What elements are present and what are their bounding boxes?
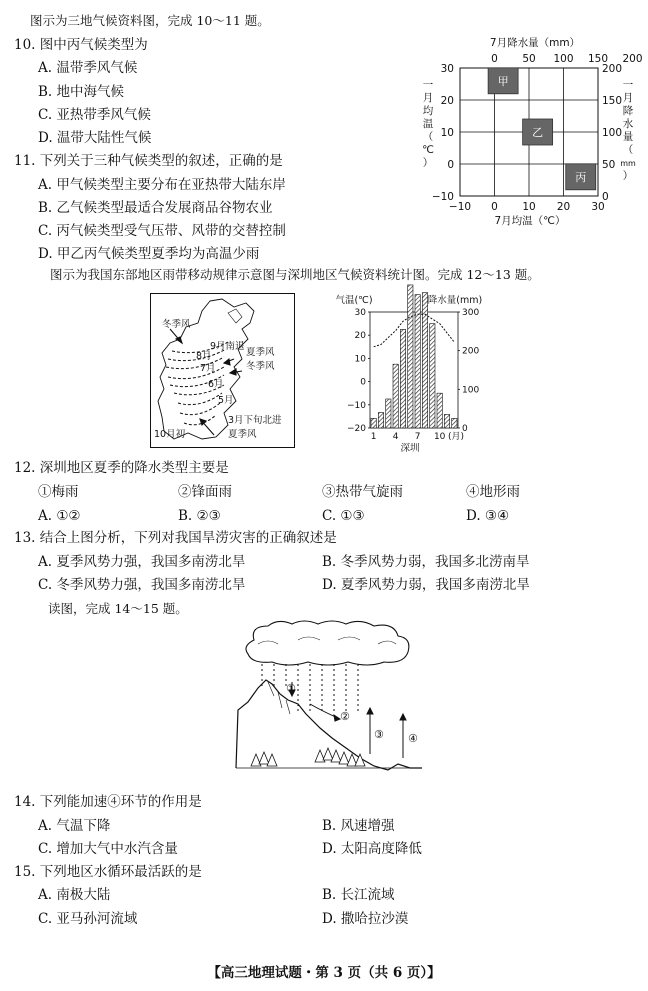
precip-tick-label: 200 <box>462 346 480 357</box>
precip-tick-label: 100 <box>462 385 480 396</box>
precip-bar <box>452 418 457 428</box>
month-tick-label: 10 <box>433 432 446 442</box>
right-axis-char: （ <box>622 144 634 156</box>
right-axis-char: 月 <box>622 92 634 104</box>
right-tick-label: 100 <box>602 127 623 139</box>
left-axis-char: ℃ <box>422 144 434 156</box>
q15-stem: 15. 下列地区水循环最活跃的是 <box>14 864 202 880</box>
tree-icon <box>267 754 277 766</box>
left-axis-char: 温 <box>422 118 434 130</box>
q13-option-a[interactable]: A. 夏季风势力强，我国多南涝北旱 <box>38 554 246 570</box>
temp-tick-label: 0 <box>360 377 366 388</box>
right-tick-label: 0 <box>602 191 609 203</box>
precip-bar <box>400 329 405 428</box>
rainbelt-label: 10月初 <box>154 429 186 440</box>
q10-option-b[interactable]: B. 地中海气候 <box>38 84 125 100</box>
q15-option-a[interactable]: A. 南极大陆 <box>38 887 111 903</box>
bottom-axis-title: 7月均温（℃） <box>494 215 566 227</box>
q13-stem: 13. 结合上图分析，下列对我国旱涝灾害的正确叙述是 <box>14 530 337 546</box>
left-tick-label: 20 <box>440 95 454 107</box>
intro-10-11: 图示为三地气候资料图，完成 10～11 题。 <box>30 13 270 28</box>
precip-tick-label: 300 <box>462 308 480 318</box>
left-axis-char: 月 <box>422 92 434 104</box>
precip-bar <box>393 364 398 428</box>
q12-item-1: ①梅雨 <box>38 484 79 500</box>
intro-14-15: 读图，完成 14～15 题。 <box>48 601 188 616</box>
q10-option-a[interactable]: A. 温带季风气候 <box>38 60 138 76</box>
right-tick-label: 200 <box>602 63 623 75</box>
intro-12-13: 图示为我国东部地区雨带移动规律示意图与深圳地区气候资料统计图。完成 12～13 题。 <box>50 267 540 282</box>
temp-tick-label: 20 <box>354 331 366 342</box>
right-axis-char: ） <box>622 170 634 182</box>
rainbelt-map <box>150 293 295 448</box>
precip-bar <box>371 418 376 428</box>
cloud <box>246 621 409 665</box>
right-tick-label: 150 <box>602 95 623 107</box>
top-tick-label: 150 <box>587 53 609 65</box>
bottom-tick-label: 30 <box>591 201 605 213</box>
cycle-stage-label: ② <box>340 710 350 723</box>
cycle-stage-label: ③ <box>374 728 384 741</box>
q13-option-d[interactable]: D. 夏季风势力弱，我国多南涝北旱 <box>322 577 530 593</box>
water-cycle-diagram <box>228 618 428 790</box>
temp-tick-label: 10 <box>354 354 366 365</box>
rainbelt-label: 冬季风 <box>246 361 275 372</box>
right-axis-char: mm <box>620 159 636 168</box>
temp-tick-label: −10 <box>347 400 366 411</box>
tree-icon <box>339 752 349 764</box>
climate-data-chart <box>0 0 648 270</box>
temp-tick-label: −20 <box>347 424 366 434</box>
left-axis-char: （ <box>422 131 434 143</box>
q11-option-b[interactable]: B. 乙气候类型最适合发展商品谷物农业 <box>38 200 273 216</box>
rainbelt-label: 5月 <box>218 395 234 406</box>
q10-stem: 10. 图中丙气候类型为 <box>14 37 148 53</box>
top-tick-label: 100 <box>553 53 574 65</box>
right-axis-char: 量 <box>622 131 634 143</box>
cycle-stage-label: ④ <box>408 732 418 745</box>
left-tick-label: 0 <box>447 159 454 171</box>
month-tick-label: (月) <box>447 432 465 442</box>
tree-icon <box>259 752 269 764</box>
q11-option-d[interactable]: D. 甲乙丙气候类型夏季均为高温少雨 <box>38 246 260 262</box>
precip-bar <box>437 393 442 428</box>
rainbelt-label: 夏季风 <box>228 429 257 440</box>
left-tick-label: 10 <box>440 127 454 139</box>
left-axis-char: 均 <box>422 105 434 117</box>
rainbelt-label: 7月 <box>200 363 216 374</box>
climate-box-label: 丙 <box>575 170 587 184</box>
left-axis-char: 一 <box>422 79 434 91</box>
climate-box-label: 乙 <box>532 126 544 139</box>
q12-item-3: ③热带气旋雨 <box>322 484 403 500</box>
q12-item-2: ②锋面雨 <box>178 484 232 500</box>
rainbelt-label: 6月 <box>208 379 224 390</box>
right-axis-char: 一 <box>622 79 634 91</box>
q12-item-4: ④地形雨 <box>466 484 520 500</box>
q14-option-b[interactable]: B. 风速增强 <box>322 818 395 834</box>
bottom-tick-label: −10 <box>448 201 472 213</box>
q13-option-b[interactable]: B. 冬季风势力弱，我国多北涝南旱 <box>322 554 530 570</box>
q14-stem: 14. 下列能加速④环节的作用是 <box>14 794 202 810</box>
climate-boxes <box>488 68 596 190</box>
precip-bar <box>430 324 435 428</box>
q12-option-a[interactable]: A. ①② <box>38 508 81 524</box>
q11-stem: 11. 下列关于三种气候类型的叙述，正确的是 <box>14 153 283 169</box>
q14-option-a[interactable]: A. 气温下降 <box>38 818 111 834</box>
tree-icon <box>323 748 333 760</box>
top-tick-label: 200 <box>622 53 643 65</box>
left-tick-label: −10 <box>431 191 454 203</box>
shenzhen-climate-chart <box>330 292 500 454</box>
q11-option-c[interactable]: C. 丙气候类型受气压带、风带的交替控制 <box>38 223 286 239</box>
q14-option-c[interactable]: C. 增加大气中水汽含量 <box>38 841 178 857</box>
chart-title-shenzhen: 深圳 <box>400 443 420 454</box>
precip-bar <box>386 399 391 428</box>
left-axis-char: ） <box>422 157 434 169</box>
q15-option-c[interactable]: C. 亚马孙河流域 <box>38 911 138 927</box>
right-axis-label <box>620 79 636 182</box>
left-axis-label <box>422 79 434 169</box>
cycle-stage-label: ① <box>286 682 296 695</box>
top-tick-label: 0 <box>491 53 498 65</box>
q12-option-c[interactable]: C. ①③ <box>322 508 365 524</box>
q12-option-b[interactable]: B. ②③ <box>178 508 221 524</box>
precip-bar <box>422 293 427 428</box>
temp-tick-label: 30 <box>354 308 366 318</box>
right-axis-char: 降 <box>622 105 634 117</box>
rainbelt-label: 8月 <box>196 351 212 362</box>
q13-option-c[interactable]: C. 冬季风势力强，我国多南涝北旱 <box>38 577 246 593</box>
temp-axis-label: 气温(℃) <box>335 295 373 306</box>
tree-icon <box>331 750 341 762</box>
precip-tick-label: 0 <box>462 424 468 434</box>
month-tick-label: 1 <box>370 432 377 442</box>
left-tick-label: 30 <box>440 63 454 75</box>
precip-bar <box>378 413 383 428</box>
q10-option-d[interactable]: D. 温带大陆性气候 <box>38 130 152 146</box>
precip-axis-label: 降水量(mm) <box>427 295 483 306</box>
q12-stem: 12. 深圳地区夏季的降水类型主要是 <box>14 460 229 476</box>
q12-option-d[interactable]: D. ③④ <box>466 508 510 524</box>
rainbelt-label: 夏季风 <box>246 347 275 358</box>
rainbelt-label: 3月下旬北进 <box>228 415 282 426</box>
month-tick-label: 7 <box>414 432 421 442</box>
top-axis-title: 7月降水量（mm） <box>489 37 581 49</box>
bottom-tick-label: 10 <box>522 201 536 213</box>
q15-option-d[interactable]: D. 撒哈拉沙漠 <box>322 911 409 927</box>
bottom-tick-label: 20 <box>556 201 571 213</box>
page-footer: 【高三地理试题・第 3 页（共 6 页）】 <box>207 965 441 981</box>
month-tick-label: 4 <box>392 432 399 442</box>
top-tick-label: 50 <box>522 53 536 65</box>
rainbelt-label: 9月南退 <box>210 341 245 352</box>
q14-option-d[interactable]: D. 太阳高度降低 <box>322 841 422 857</box>
precip-bar <box>444 414 449 428</box>
precip-bar <box>408 285 413 428</box>
rainbelt-label: 冬季风 <box>162 319 191 330</box>
q10-option-c[interactable]: C. 亚热带季风气候 <box>38 107 151 123</box>
right-axis-char: 水 <box>622 118 634 130</box>
q15-option-b[interactable]: B. 长江流域 <box>322 887 395 903</box>
right-tick-label: 50 <box>602 159 616 171</box>
bottom-tick-label: 0 <box>491 201 498 213</box>
climate-box-label: 甲 <box>497 74 509 88</box>
q11-option-a[interactable]: A. 甲气候类型主要分布在亚热带大陆东岸 <box>38 177 286 193</box>
